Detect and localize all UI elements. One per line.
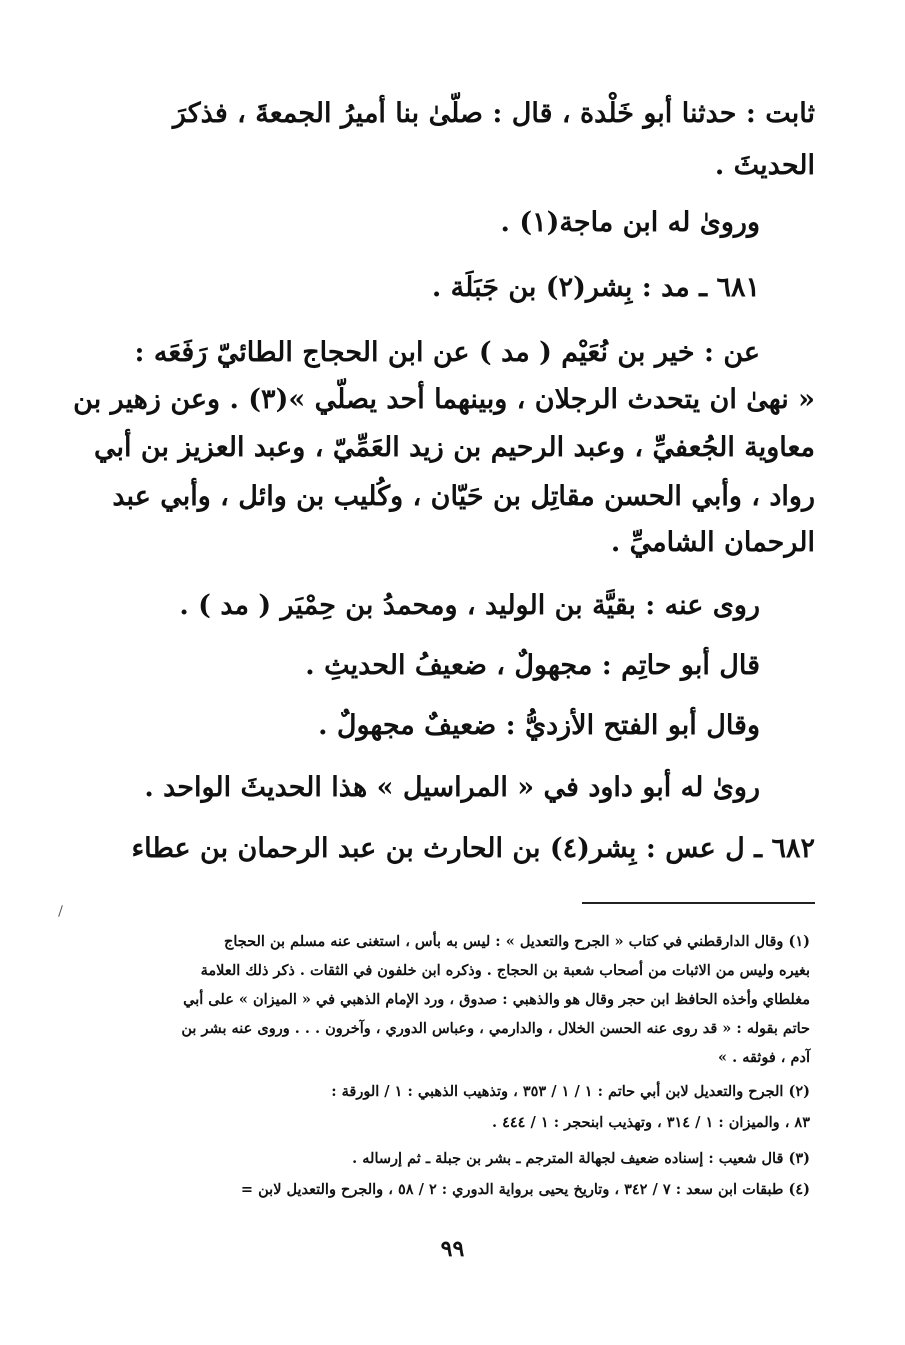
footnote-1-line-4: حاتم بقوله : « قد روى عنه الحسن الخلال ، والدارمي ، وعباس الدوري ، وآخرون . . . وروى عنه بشر بن [181,1020,810,1037]
main-line-13: رویٰ له أبو داود في « المراسيل » هذا الحديثَ الواحد . [144,772,760,803]
main-line-10: روى عنه : بقيَّة بن الوليد ، ومحمدُ بن حِمْيَر ( مد ) . [179,590,760,621]
footnote-1-line-2: بغيره وليس من الاثبات من أصحاب شعبة بن الحجاج . وذكره ابن خلفون في الثقات . ذكر ذلك العلامة [200,962,810,979]
footnote-1-line-3: مغلطاي وأخذه الحافظ ابن حجر وقال هو والذهبي : صدوق ، ورد الإمام الذهبي في « الميزان » على أبي [183,991,810,1008]
main-line-5: عن : خير بن نُعَيْم ( مد ) عن ابن الحجاج الطائيّ رَفَعَه : [134,337,760,368]
main-line-7: معاوية الجُعفيِّ ، وعبد الرحيم بن زيد العَمِّيّ ، وعبد العزيز بن أبي [94,432,815,463]
footnote-separator [582,902,815,904]
entry-681-heading: ٦٨١ ـ مد : بِشر(٢) بن جَبَلَة . [431,272,760,303]
footnote-3: (٣) قال شعيب : إسناده ضعيف لجهالة المترجم ـ بشر بن جبلة ـ ثم إرساله . [352,1150,810,1167]
footnote-1-line-5: آدم ، فوثقه . » [717,1049,810,1066]
main-line-1: ثابت : حدثنا أبو خَلْدة ، قال : صلّىٰ بنا أميرُ الجمعةَ ، فذكرَ [172,98,815,129]
main-line-6: « نهىٰ ان يتحدث الرجلان ، وبينهما أحد يصلّي »(٣) . وعن زهير بن [73,384,815,415]
scan-speck [58,905,63,917]
main-line-2: الحديثَ . [714,150,815,181]
main-line-3: ورویٰ له ابن ماجة(١) . [500,207,760,238]
footnote-4: (٤) طبقات ابن سعد : ٧ / ٣٤٢ ، وتاريخ يحيى برواية الدوري : ٢ / ٥٨ ، والجرح والتعديل لابن = [240,1181,810,1198]
main-line-9: الرحمان الشاميِّ . [610,527,815,558]
footnote-2-line-1: (٢) الجرح والتعديل لابن أبي حاتم : ١ / ١ / ٣٥٣ ، وتذهيب الذهبي : ١ / الورقة : [331,1083,810,1100]
main-line-11: قال أبو حاتِم : مجهولٌ ، ضعيفُ الحديثِ . [305,650,760,681]
main-line-12: وقال أبو الفتح الأزديُّ : ضعيفٌ مجهولٌ . [318,710,760,741]
footnote-1-line-1: (١) وقال الدارقطني في كتاب « الجرح والتعديل » : ليس به بأس ، استغنى عنه مسلم بن الحجاج [223,933,810,950]
entry-682-heading: ٦٨٢ ـ ل عس : بِشر(٤) بن الحارث بن عبد الرحمان بن عطاء [131,833,815,864]
main-line-8: رواد ، وأبي الحسن مقاتِل بن حَيّان ، وكُليب بن وائل ، وأبي عبد [112,481,815,512]
page-number: ٩٩ [440,1236,465,1262]
footnote-2-line-2: ٨٣ ، والميزان : ١ / ٣١٤ ، وتهذيب ابنحجر : ١ / ٤٤٤ . [492,1114,810,1131]
